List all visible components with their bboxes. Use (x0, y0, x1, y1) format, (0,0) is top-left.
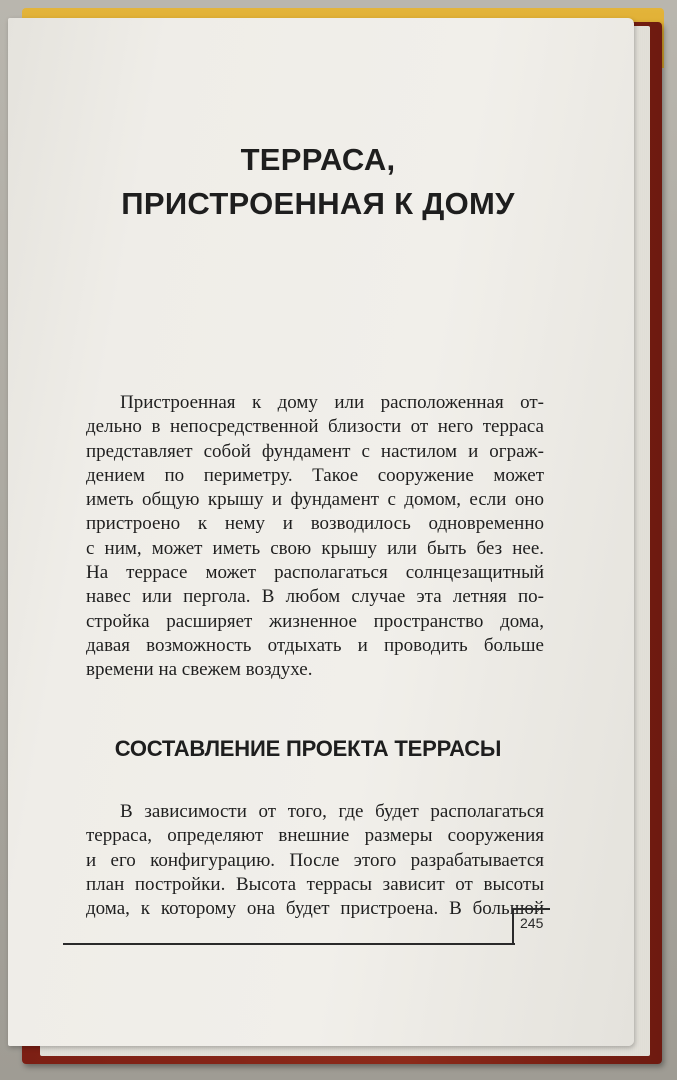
text-line: представляет собой фундамент с настилом и ограж- (86, 440, 544, 462)
chapter-title-line-2: ПРИСТРОЕННАЯ К ДОМУ (121, 186, 515, 221)
text-line: терраса, определяют внешние размеры сооружения (86, 825, 544, 847)
section-heading: СОСТАВЛЕНИЕ ПРОЕКТА ТЕРРАСЫ (114, 736, 502, 761)
text-line: времени на свежем воздухе. (86, 659, 313, 681)
text-line: Пристроенная к дому или расположенная от- (120, 392, 544, 413)
text-line: дением по периметру. Такое сооружение может (86, 464, 544, 486)
paragraph-intro (86, 391, 544, 683)
footer-rule (63, 943, 515, 945)
text-line: стройка расширяет жизненное пространство дома, (86, 610, 544, 632)
text-line: дома, к которому она будет пристроена. В большой (86, 898, 544, 920)
text-line: дельно в непосредственной близости от него терраса (86, 416, 544, 438)
paragraph-project (86, 800, 544, 921)
text-line: пристроено к нему и возводилось одновременно (86, 513, 544, 535)
chapter-title-line-1: ТЕРРАСА, (240, 142, 396, 177)
text-line: и его конфигурацию. После этого разрабатывается (86, 849, 544, 871)
page-number: 245 (520, 915, 544, 931)
text-line: с ним, может иметь свою крышу или быть без нее. (86, 537, 544, 559)
text-line: план постройки. Высота террасы зависит от высоты (86, 873, 544, 895)
text-line: иметь общую крышу и фундамент с домом, если оно (86, 489, 544, 511)
text-line: В зависимости от того, где будет располагаться (120, 801, 544, 822)
text-line: давая возможность отдыхать и проводить больше (86, 634, 544, 656)
text-line: навес или пергола. В любом случае эта летняя по- (86, 586, 544, 608)
book-page (8, 18, 634, 1046)
chapter-title (58, 138, 578, 226)
text-line: На террасе может располагаться солнцезащитный (86, 562, 544, 584)
